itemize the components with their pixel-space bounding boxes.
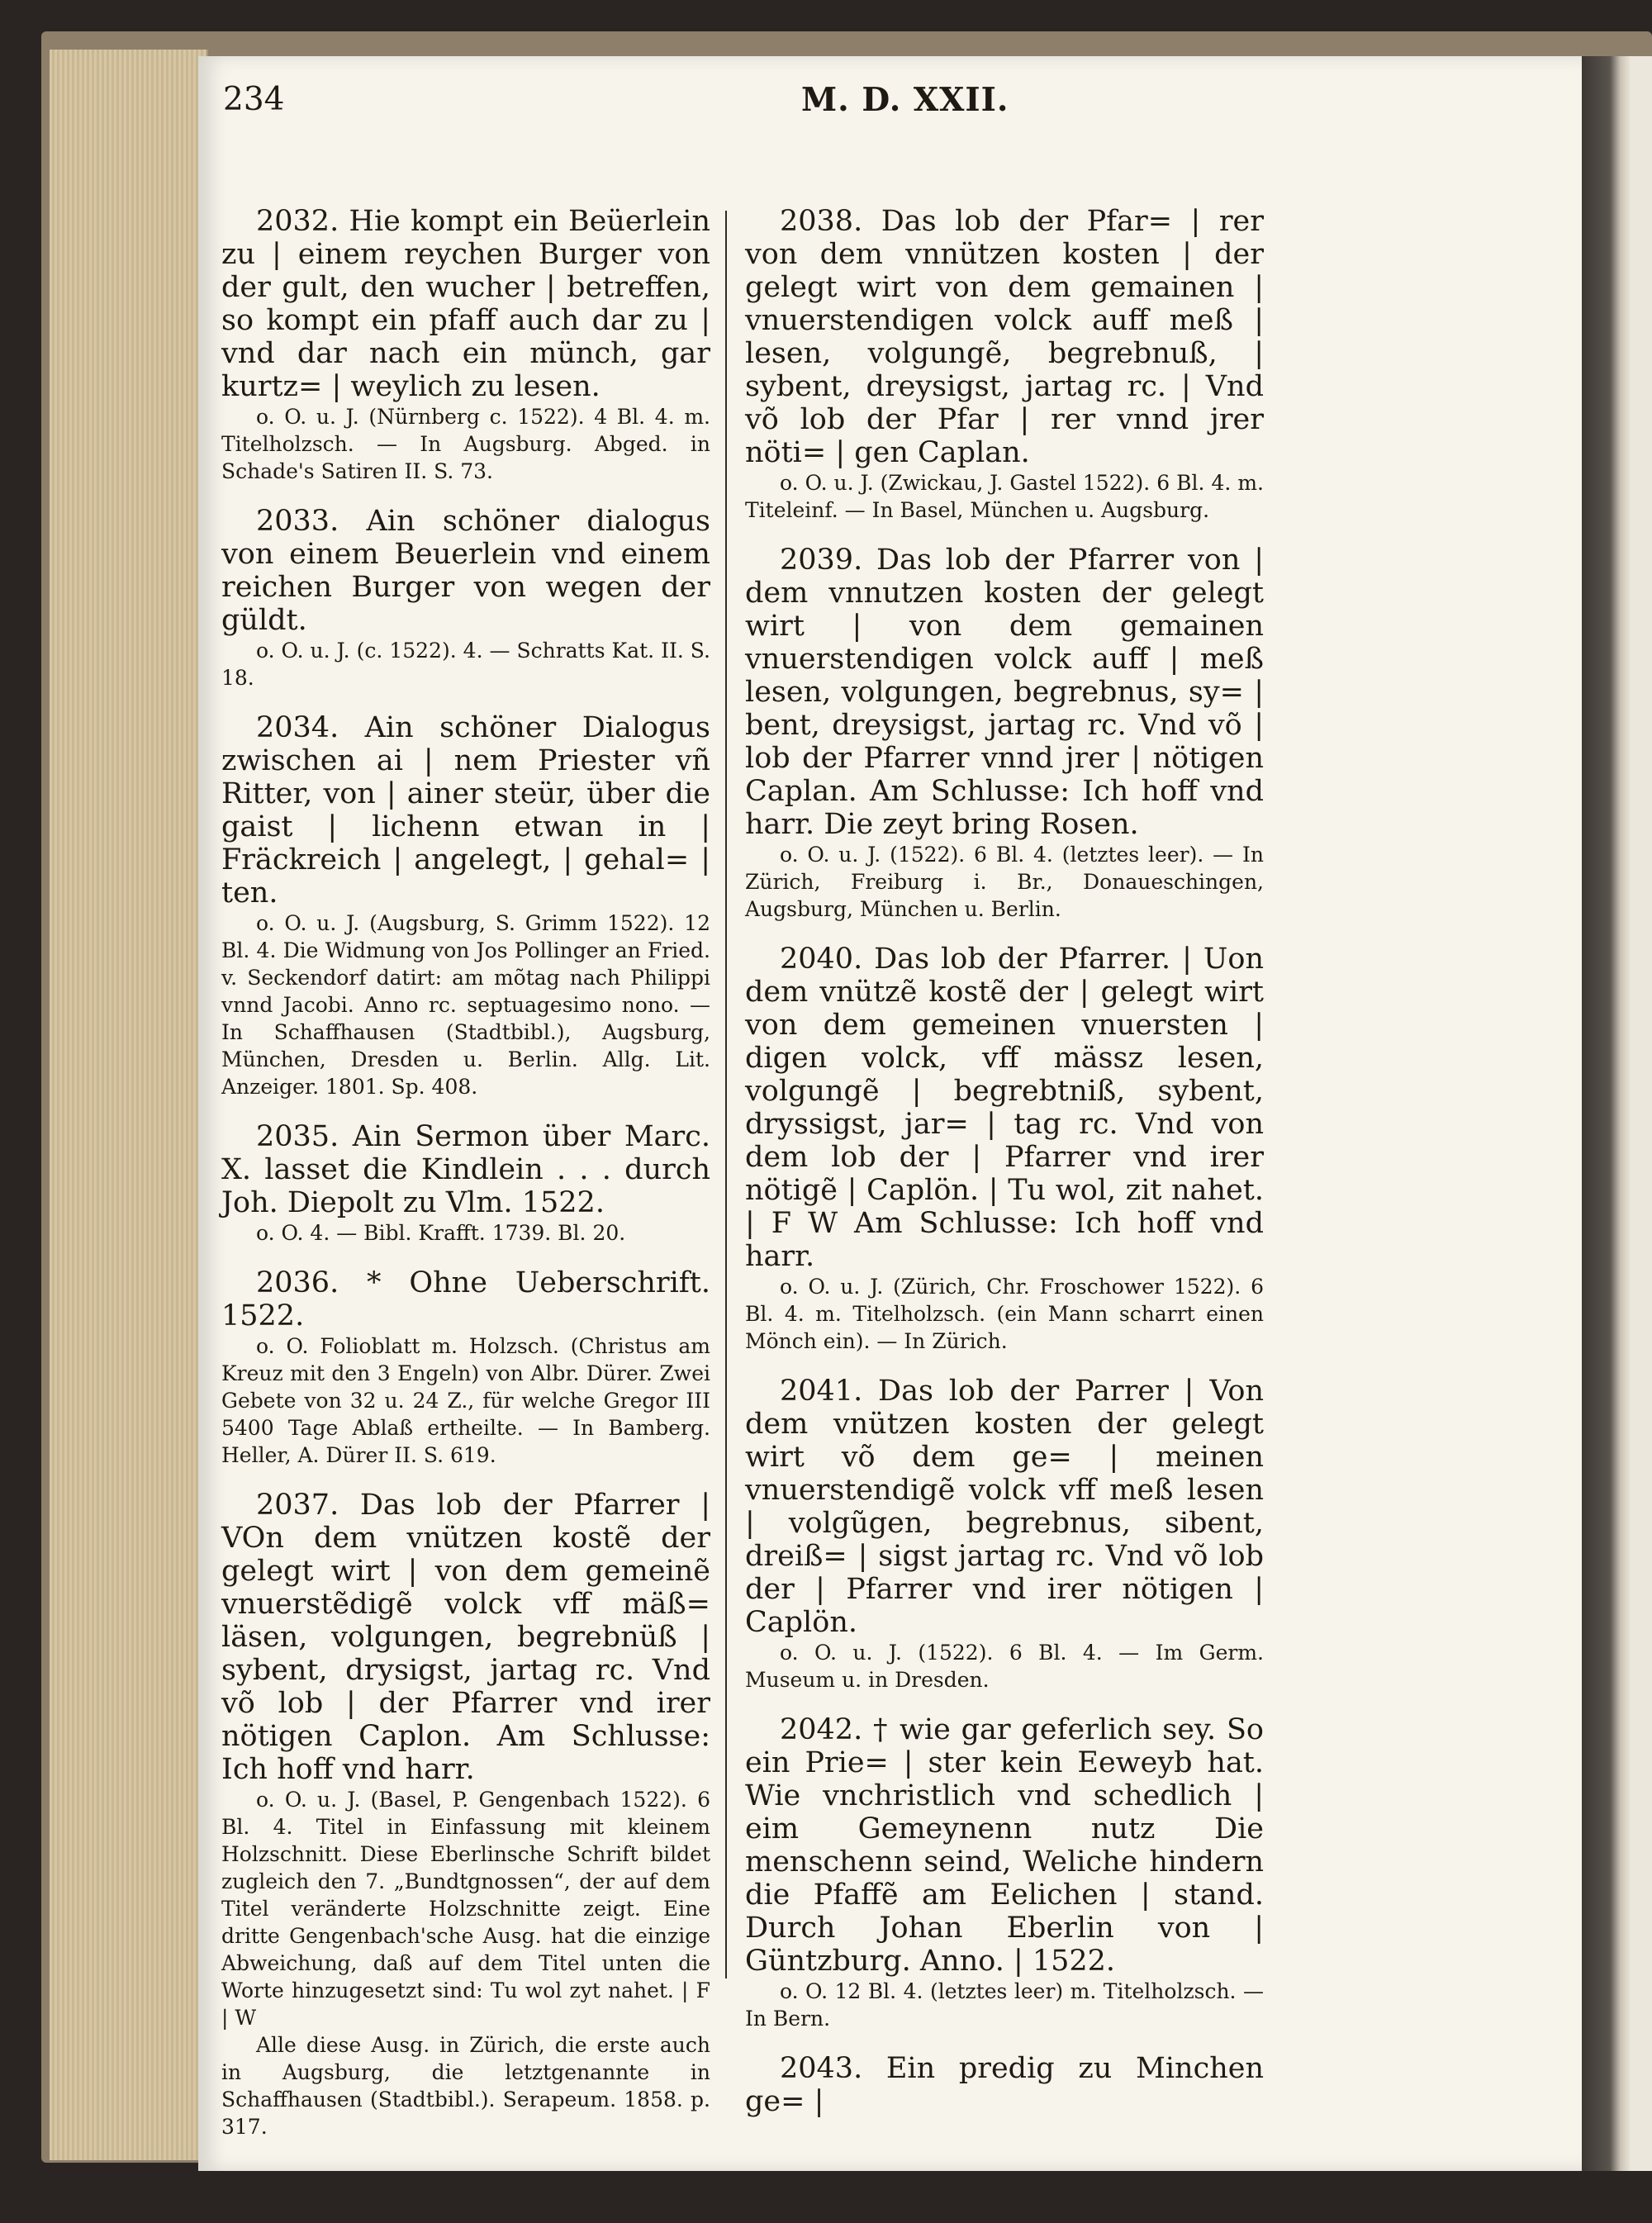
entry-note: o. O. u. J. (Zwickau, J. Gastel 1522). 6 Bl. 4. m. Titeleinf. — In Basel, München u. Augsburg. xyxy=(745,471,1264,522)
entry-title: 2032. Hie kompt ein Beüerlein zu | einem reychen Burger von der gult, den wucher | betreffen, so kompt ein pfaff auch dar zu | vnd dar nach ein münch, gar kurtz= | weylich zu lesen. xyxy=(221,205,710,403)
entry-title: 2043. Ein predig zu Minchen ge= | xyxy=(745,2052,1264,2118)
entry-title: 2041. Das lob der Parrer | Von dem vnützen kosten der gelegt wirt võ dem ge= | meinen vnuerstendigẽ volck vff meß lesen | volgũgen, begrebnus, sibent, dreiß= | sigst jartag rc. Vnd võ lob der | Pfarrer vnd irer nötigen | Caplön. xyxy=(745,1375,1264,1639)
page-header xyxy=(223,81,1602,147)
facing-page-edge xyxy=(1582,56,1652,2171)
page-number: 234 xyxy=(223,81,285,118)
right-column xyxy=(745,205,1264,2138)
entry-note: o. O. u. J. (Zürich, Chr. Froschower 1522). 6 Bl. 4. m. Titelholzsch. (ein Mann scharrt einen Mönch ein). — In Zürich. xyxy=(745,1275,1264,1353)
entry-note: o. O. u. J. (Augsburg, S. Grimm 1522). 12 Bl. 4. Die Widmung von Jos Pollinger an Fried. v. Seckendorf datirt: am mõtag nach Philippi vnnd Jacobi. Anno rc. septuagesimo nono. — In Schaffhausen (Stadtbibl.), Augsburg, München, Dresden u. Berlin. Allg. Lit. Anzeiger. 1801. Sp. 408. xyxy=(221,911,710,1099)
entry-2037 xyxy=(221,1489,710,2140)
entry-note: o. O. u. J. (c. 1522). 4. — Schratts Kat. II. S. 18. xyxy=(221,639,710,690)
entry-title: 2039. Das lob der Pfarrer von | dem vnnutzen kosten der gelegt wirt | von dem gemainen vnuerstendigen volck auff | meß lesen, volgungen, begrebnus, sy= | bent, dreysigst, jartag rc. Vnd võ | lob der Pfarrer vnnd jrer | nötigen Caplan. Am Schlusse: Ich hoff vnd harr. Die zeyt bring Rosen. xyxy=(745,544,1264,841)
entry-2036 xyxy=(221,1266,710,1469)
entry-title: 2034. Ain schöner Dialogus zwischen ai | nem Priester vñ Ritter, von | ainer steür, über die gaist | lichenn etwan in | Fräckreich | angelegt, | gehal= | ten. xyxy=(221,711,710,910)
left-column xyxy=(221,205,710,2160)
entry-2035 xyxy=(221,1120,710,1247)
page-edges xyxy=(50,50,208,2160)
entry-note: o. O. u. J. (Basel, P. Gengenbach 1522). 6 Bl. 4. Titel in Einfassung mit kleinem Holzschnitt. Diese Eberlinsche Schrift bildet zugleich den 7. „Bundtgnossen“, der auf dem Titel veränderte Holzschnitte zeigt. Eine dritte Gengenbach'sche Ausg. hat die einzige Abweichung, daß auf dem Titel unten die Worte hinzugesetzt sind: Tu wol zyt nahet. | F | W xyxy=(221,1788,710,2030)
entry-title: 2037. Das lob der Pfarrer | VOn dem vnützen kostẽ der gelegt wirt | von dem gemeinẽ vnuerstẽdigẽ volck vff mäß= läsen, volgungen, begrebnüß | sybent, drysigst, jartag rc. Vnd võ lob | der Pfarrer vnd irer nötigen Caplon. Am Schlusse: Ich hoff vnd harr. xyxy=(221,1489,710,1786)
entry-note: o. O. u. J. (1522). 6 Bl. 4. (letztes leer). — In Zürich, Freiburg i. Br., Donaueschingen, Augsburg, München u. Berlin. xyxy=(745,843,1264,921)
entry-note: o. O. u. J. (1522). 6 Bl. 4. — Im Germ. Museum u. in Dresden. xyxy=(745,1641,1264,1692)
entry-2040 xyxy=(745,943,1264,1355)
entry-2043 xyxy=(745,2052,1264,2118)
entry-note: o. O. Folioblatt m. Holzsch. (Christus am Kreuz mit den 3 Engeln) von Albr. Dürer. Zwei Gebete von 32 u. 24 Z., für welche Gregor III 5400 Tage Ablaß ertheilte. — In Bamberg. Heller, A. Dürer II. S. 619. xyxy=(221,1334,710,1467)
running-title: M. D. XXII. xyxy=(801,81,1009,119)
entry-2034 xyxy=(221,711,710,1100)
entry-note: o. O. u. J. (Nürnberg c. 1522). 4 Bl. 4. m. Titelholzsch. — In Augsburg. Abged. in Schade's Satiren II. S. 73. xyxy=(221,405,710,483)
entry-title: 2035. Ain Sermon über Marc. X. lasset die Kindlein . . . durch Joh. Diepolt zu Vlm. 1522. xyxy=(221,1120,710,1219)
column-divider xyxy=(725,211,727,1978)
entry-title: 2042. † wie gar geferlich sey. So ein Prie= | ster kein Eeweyb hat. Wie vnchristlich vnd schedlich | eim Gemeynenn nutz Die menschenn seind, Weliche hindern die Pfaffẽ am Eelichen | stand. Durch Johan Eberlin von | Güntzburg. Anno. | 1522. xyxy=(745,1713,1264,1978)
entry-title: 2038. Das lob der Pfar= | rer von dem vnnützen kosten | der gelegt wirt von dem gemainen | vnuerstendigen volck auff meß | lesen, volgungẽ, begrebnuß, | sybent, dreysigst, jartag rc. | Vnd võ lob der Pfar | rer vnnd jrer nöti= | gen Caplan. xyxy=(745,205,1264,469)
entry-2039 xyxy=(745,544,1264,923)
entry-title: 2040. Das lob der Pfarrer. | Uon dem vnützẽ kostẽ der | gelegt wirt von dem gemeinen vnuersten | digen volck, vff mässz lesen, volgungẽ | begrebtniß, sybent, dryssigst, jar= | tag rc. Vnd von dem lob der | Pfarrer vnd irer nötigẽ | Caplön. | Tu wol, zit nahet. | F W Am Schlusse: Ich hoff vnd harr. xyxy=(745,943,1264,1273)
entry-2041 xyxy=(745,1375,1264,1693)
entry-note: o. O. 4. — Bibl. Krafft. 1739. Bl. 20. xyxy=(256,1221,626,1245)
entry-2032 xyxy=(221,205,710,485)
entry-2038 xyxy=(745,205,1264,524)
entry-2033 xyxy=(221,505,710,691)
entry-title: 2036. * Ohne Ueberschrift. 1522. xyxy=(221,1266,710,1332)
entry-note-continuation: Alle diese Ausg. in Zürich, die erste auch in Augsburg, die letztgenannte in Schaffhausen (Stadtbibl.). Serapeum. 1858. p. 317. xyxy=(221,2033,710,2139)
entry-note: o. O. 12 Bl. 4. (letztes leer) m. Titelholzsch. — In Bern. xyxy=(745,1979,1264,2031)
entry-2042 xyxy=(745,1713,1264,2032)
entry-title: 2033. Ain schöner dialogus von einem Beuerlein vnd einem reichen Burger von wegen der güldt. xyxy=(221,505,710,637)
